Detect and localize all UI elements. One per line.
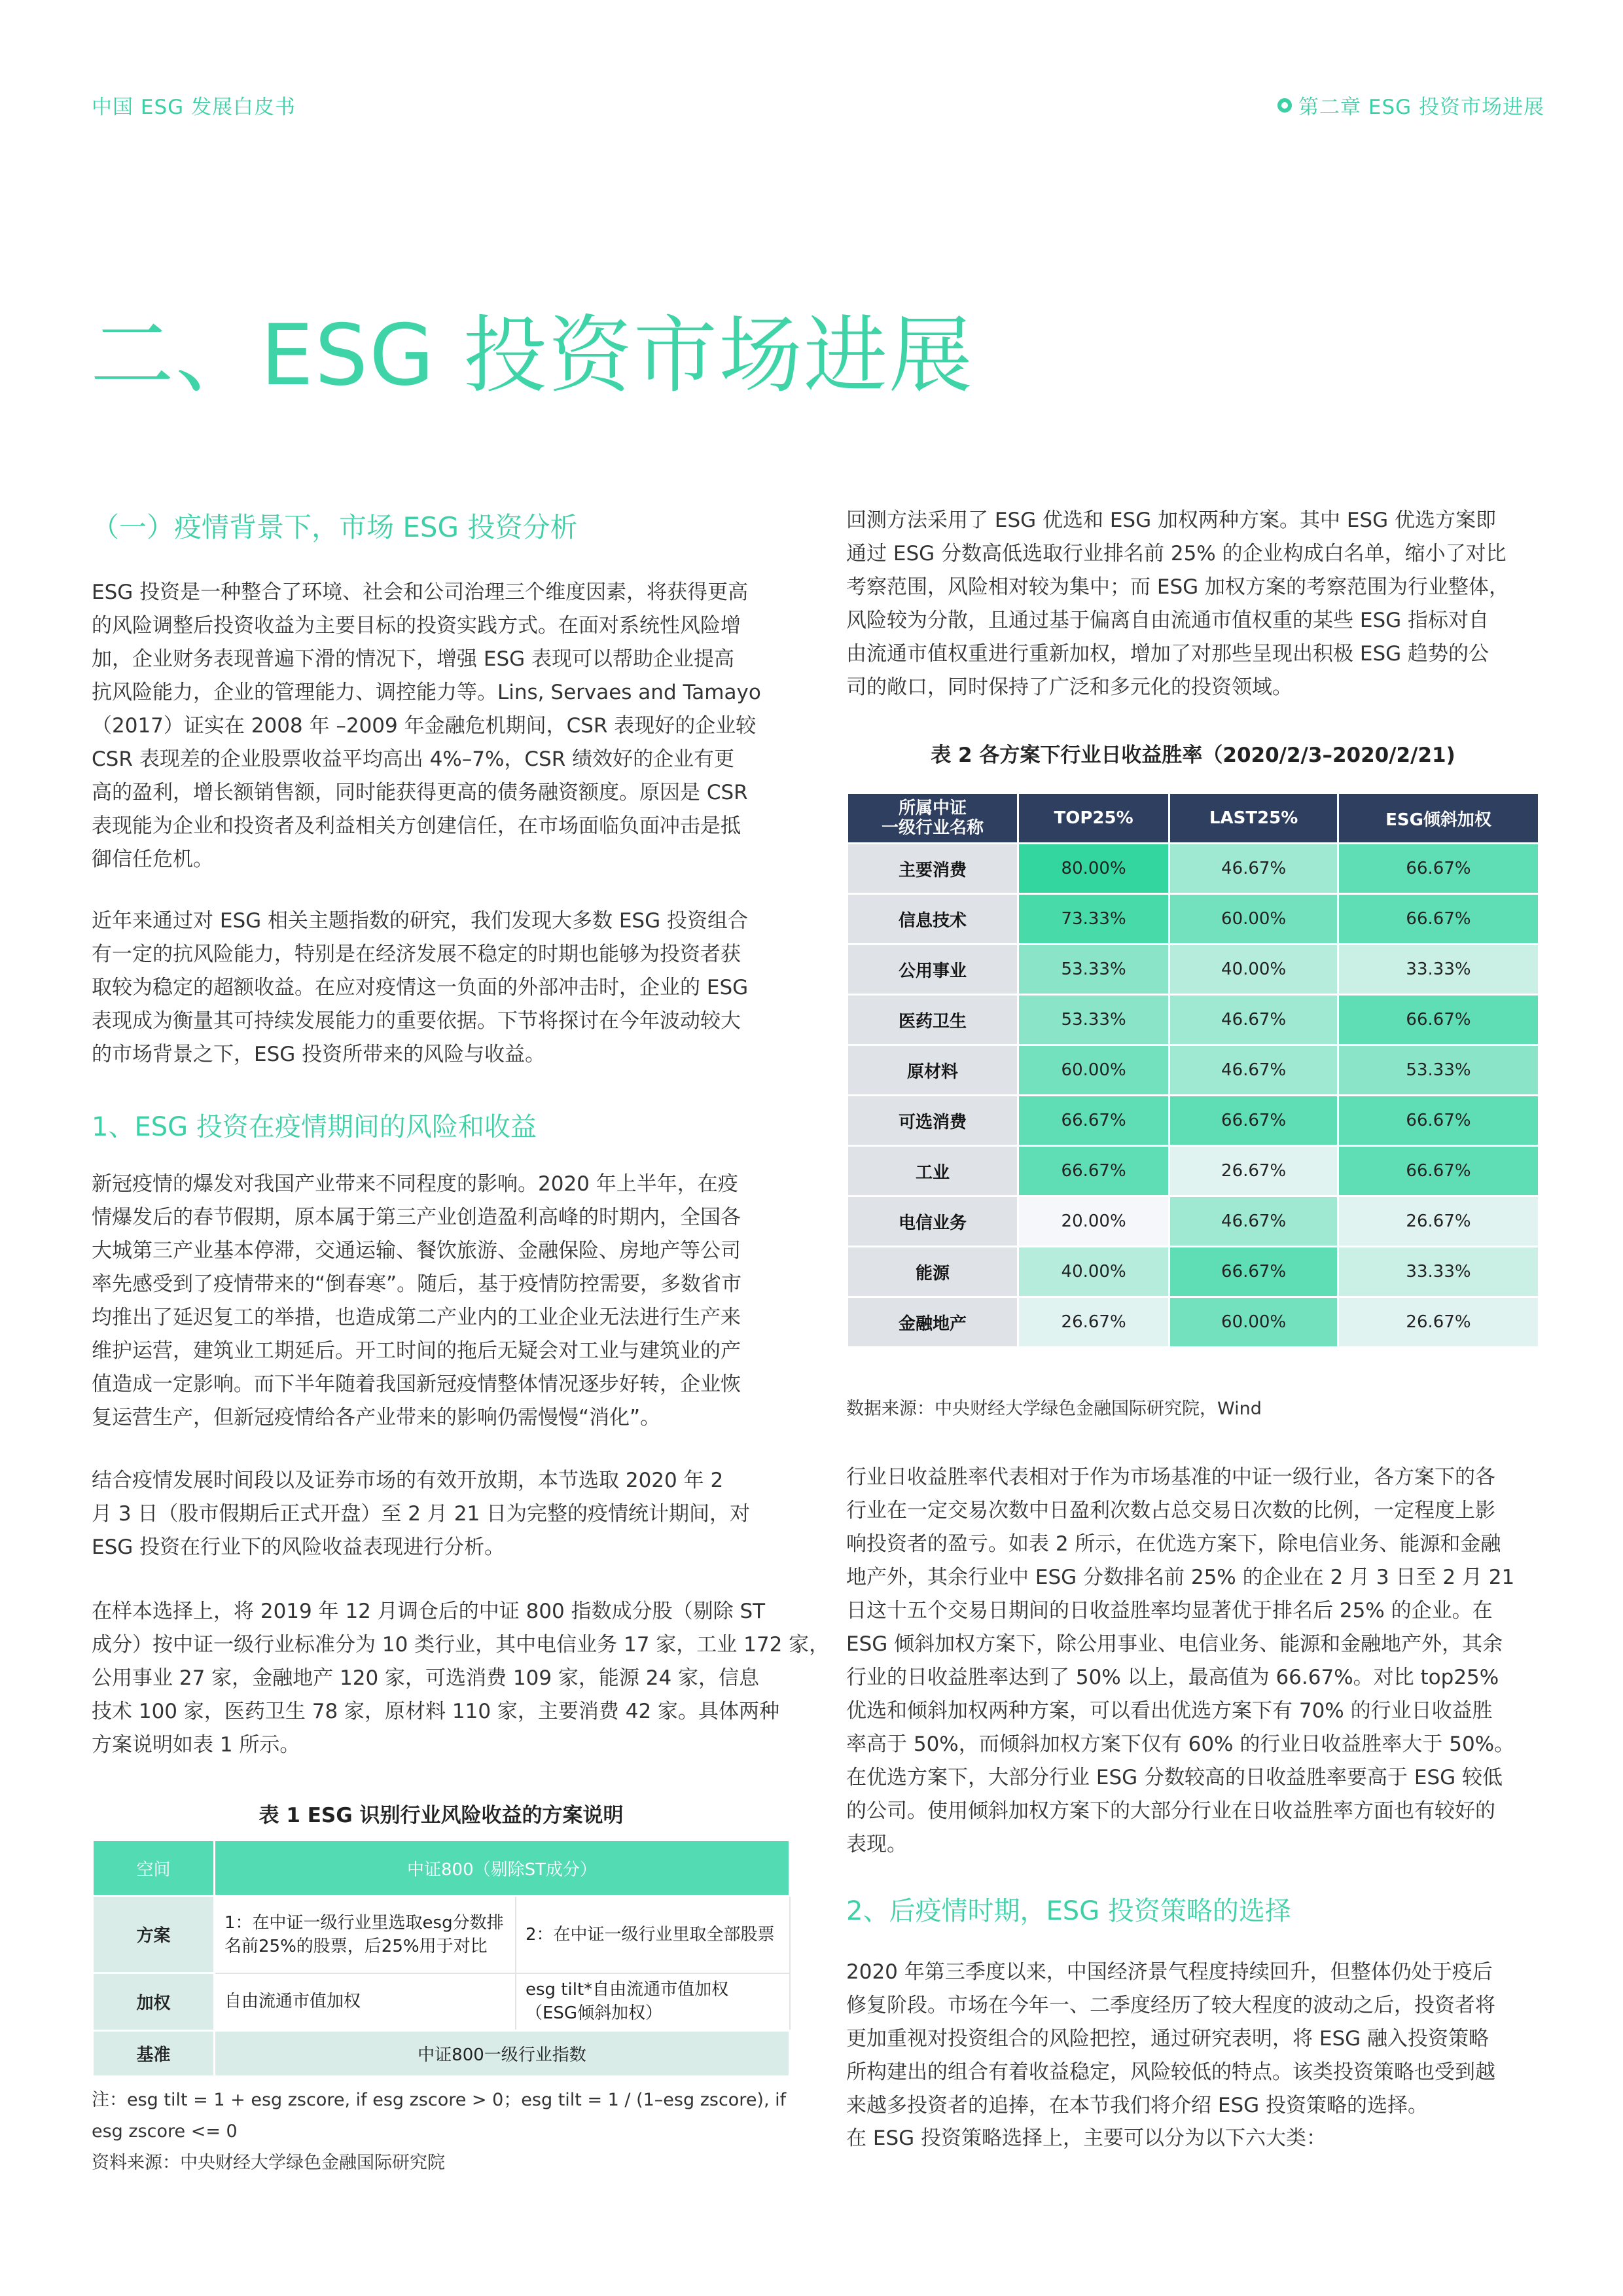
table2-value-cell: 26.67% [1169, 1146, 1338, 1196]
table2-value-cell: 66.67% [1338, 1146, 1539, 1196]
table2-row [847, 1297, 1539, 1348]
table1-base-value: 中证800一级行业指数 [215, 2031, 790, 2077]
text-line: 2020 年第三季度以来，中国经济景气程度持续回升，但整体仍处于疫后 [846, 1960, 1493, 1984]
text-line: 方案说明如表 1 所示。 [92, 1733, 300, 1757]
subsection-heading-1: 1、ESG 投资在疫情期间的风险和收益 [92, 1112, 537, 1142]
text-line: 所构建出的组合有着收益稳定，风险较低的特点。该类投资策略也受到越 [846, 2060, 1495, 2084]
text-line: 行业在一定交易次数中日盈利次数占总交易日次数的比例，一定程度上影 [846, 1499, 1495, 1522]
text-line: 近年来通过对 ESG 相关主题指数的研究，我们发现大多数 ESG 投资组合 [92, 909, 748, 933]
table2-value-cell: 66.67% [1338, 894, 1539, 944]
table1-caption: 表 1 ESG 识别行业风险收益的方案说明 [259, 1804, 624, 1827]
text-line: 新冠疫情的爆发对我国产业带来不同程度的影响。2020 年上半年，在疫 [92, 1172, 738, 1196]
text-line: 通过 ESG 分数高低选取行业排名前 25% 的企业构成白名单，缩小了对比 [846, 542, 1507, 565]
table1-cell: esg tilt*自由流通市值加权（ESG倾斜加权） [516, 1973, 790, 2031]
table1-cell: 自由流通市值加权 [215, 1973, 516, 2031]
table2-value-cell: 40.00% [1018, 1247, 1169, 1297]
right-paragraph-1 [846, 504, 1509, 704]
text-line: 在样本选择上，将 2019 年 12 月调仓后的中证 800 指数成分股（剔除 ST [92, 1600, 766, 1623]
table2-value-cell: 60.00% [1169, 894, 1338, 944]
table2-row [847, 1045, 1539, 1096]
table2-industry-name: 主要消费 [847, 844, 1018, 894]
table1-row-label: 加权 [93, 1973, 215, 2031]
subsection-heading-2: 2、后疫情时期，ESG 投资策略的选择 [846, 1896, 1291, 1926]
text-line: 的风险调整后投资收益为主要目标的投资实践方式。在面对系统性风险增 [92, 614, 741, 637]
table2-value-cell: 46.67% [1169, 844, 1338, 894]
text-line: 均推出了延迟复工的举措，也造成第二产业内的工业企业无法进行生产来 [92, 1306, 741, 1329]
table2-industry-name: 原材料 [847, 1045, 1018, 1096]
table2-value-cell: 66.67% [1338, 995, 1539, 1045]
table2-header-industry [847, 793, 1018, 844]
left-paragraph-4 [92, 1464, 750, 1564]
text-line: 在优选方案下，大部分行业 ESG 分数较高的日收益胜率要高于 ESG 较低 [846, 1766, 1503, 1789]
table2-value-cell: 46.67% [1169, 1045, 1338, 1096]
chapter-ring-icon [1277, 98, 1292, 113]
table2-value-cell: 26.67% [1018, 1297, 1169, 1348]
left-paragraph-2 [92, 905, 748, 1071]
table1 [92, 1839, 791, 2077]
text-line: 维护运营，建筑业工期延后。开工时间的拖后无疑会对工业与建筑业的产 [92, 1339, 741, 1363]
text-line: 回测方法采用了 ESG 优选和 ESG 加权两种方案。其中 ESG 优选方案即 [846, 509, 1496, 532]
page-title: 二、ESG 投资市场进展 [90, 307, 974, 404]
table2-value-cell: 46.67% [1169, 995, 1338, 1045]
table2-industry-name: 电信业务 [847, 1196, 1018, 1247]
table2-body [847, 844, 1539, 1348]
table2-value-cell: 66.67% [1338, 1096, 1539, 1146]
text-line: 取较为稳定的超额收益。在应对疫情这一负面的外部冲击时，企业的 ESG [92, 976, 749, 999]
text-line: 有一定的抗风险能力，特别是在经济发展不稳定的时期也能够为投资者获 [92, 942, 741, 966]
table2-row [847, 995, 1539, 1045]
table2-value-cell: 66.67% [1169, 1247, 1338, 1297]
text-line: 抗风险能力，企业的管理能力、调控能力等。Lins, Servaes and Tamayo [92, 681, 761, 704]
text-line: 复运营生产，但新冠疫情给各产业带来的影响仍需慢慢“消化”。 [92, 1406, 661, 1429]
table2-value-cell: 53.33% [1338, 1045, 1539, 1096]
table2-value-cell: 80.00% [1018, 844, 1169, 894]
text-line: 日这十五个交易日期间的日收益胜率均显著优于排名后 25% 的企业。在 [846, 1599, 1493, 1623]
text-line: 表现。 [846, 1833, 907, 1856]
text-line: 来越多投资者的追捧，在本节我们将介绍 ESG 投资策略的选择。 [846, 2094, 1428, 2117]
header-chapter-label: 第二章 ESG 投资市场进展 [1298, 96, 1544, 119]
text-line: 的公司。使用倾斜加权方案下的大部分行业在日收益胜率方面也有较好的 [846, 1799, 1495, 1823]
table1-cell: 2：在中证一级行业里取全部股票 [516, 1896, 790, 1973]
text-line: ESG 投资在行业下的风险收益表现进行分析。 [92, 1535, 505, 1559]
left-paragraph-1 [92, 576, 761, 876]
table2-value-cell: 53.33% [1018, 944, 1169, 995]
table2-value-cell: 60.00% [1018, 1045, 1169, 1096]
text-line: 率高于 50%，而倾斜加权方案下仅有 60% 的行业日收益胜率大于 50%。 [846, 1732, 1515, 1756]
table2-row [847, 1096, 1539, 1146]
table2-industry-name: 金融地产 [847, 1297, 1018, 1348]
table2-row [847, 1196, 1539, 1247]
table2 [846, 792, 1540, 1348]
table2-row [847, 1146, 1539, 1196]
table2-value-cell: 26.67% [1338, 1196, 1539, 1247]
text-line: 优选和倾斜加权两种方案，可以看出优选方案下有 70% 的行业日收益胜 [846, 1699, 1493, 1723]
table2-row [847, 1247, 1539, 1297]
table2-value-cell: 33.33% [1338, 944, 1539, 995]
header-doc-title: 中国 ESG 发展白皮书 [92, 96, 296, 119]
table2-row [847, 844, 1539, 894]
table2-value-cell: 60.00% [1169, 1297, 1338, 1348]
table2-value-cell: 46.67% [1169, 1196, 1338, 1247]
text-line: 高的盈利，增长额销售额，同时能获得更高的债务融资额度。原因是 CSR [92, 781, 748, 804]
text-line: 考察范围，风险相对较为集中；而 ESG 加权方案的考察范围为行业整体， [846, 575, 1509, 599]
table1-header-universe: 中证800（剔除ST成分） [215, 1840, 790, 1896]
text-line: 御信任危机。 [92, 848, 213, 871]
text-line: 地产外，其余行业中 ESG 分数排名前 25% 的企业在 2 月 3 日至 2 月 21 [846, 1566, 1515, 1589]
table1-note-line-1: 注：esg tilt = 1 + esg zscore, if esg zscore > 0；esg tilt = 1 / (1–esg zscore), if [92, 2090, 787, 2110]
table2-value-cell: 66.67% [1018, 1146, 1169, 1196]
text-line: 行业的日收益胜率达到了 50% 以上，最高值为 66.67%。对比 top25% [846, 1666, 1499, 1689]
text-line: 更加重视对投资组合的风险把控，通过研究表明，将 ESG 融入投资策略 [846, 2027, 1489, 2051]
text-line: 结合疫情发展时间段以及证券市场的有效开放期，本节选取 2020 年 2 [92, 1469, 724, 1492]
table1-notes [92, 2085, 786, 2179]
text-line: 风险较为分散，且通过基于偏离自由流通市值权重的某些 ESG 指标对自 [846, 609, 1489, 632]
text-line: 技术 100 家，医药卫生 78 家，原材料 110 家，主要消费 42 家。具体两种 [92, 1700, 780, 1723]
table2-value-cell: 66.67% [1169, 1096, 1338, 1146]
table2-industry-name: 医药卫生 [847, 995, 1018, 1045]
left-paragraph-3 [92, 1168, 741, 1435]
text-line: （2017）证实在 2008 年 –2009 年金融危机期间，CSR 表现好的企业较 [92, 714, 757, 738]
text-line: 表现能为企业和投资者及利益相关方创建信任，在市场面临负面冲击是抵 [92, 814, 741, 838]
section-heading: （一）疫情背景下，市场 ESG 投资分析 [92, 511, 578, 543]
table2-row [847, 944, 1539, 995]
text-line: 情爆发后的春节假期，原本属于第三产业创造盈利高峰的时期内，全国各 [92, 1206, 741, 1229]
table2-header-esg-tilt: ESG倾斜加权 [1338, 793, 1539, 844]
table2-value-cell: 53.33% [1018, 995, 1169, 1045]
table2-value-cell: 26.67% [1338, 1297, 1539, 1348]
table2-value-cell: 33.33% [1338, 1247, 1539, 1297]
text-line: 大城第三产业基本停滞，交通运输、餐饮旅游、金融保险、房地产等公司 [92, 1239, 741, 1263]
text-line: ESG 倾斜加权方案下，除公用事业、电信业务、能源和金融地产外，其余 [846, 1632, 1503, 1656]
text-line: 成分）按中证一级行业标准分为 10 类行业，其中电信业务 17 家，工业 172 家， [92, 1633, 830, 1657]
text-line: 的市场背景之下，ESG 投资所带来的风险与收益。 [92, 1043, 546, 1066]
table2-row [847, 894, 1539, 944]
table1-note-line-2: esg zscore <= 0 [92, 2121, 238, 2142]
left-paragraph-5 [92, 1595, 829, 1762]
table2-industry-name: 可选消费 [847, 1096, 1018, 1146]
table2-header-industry-line1: 所属中证 [898, 798, 967, 818]
text-line: 表现成为衡量其可持续发展能力的重要依据。下节将探讨在今年波动较大 [92, 1009, 741, 1033]
table2-value-cell: 66.67% [1338, 844, 1539, 894]
text-line: CSR 表现差的企业股票收益平均高出 4%–7%，CSR 绩效好的企业有更 [92, 747, 735, 771]
header-chapter [1277, 90, 1544, 120]
text-line: 由流通市值权重进行重新加权，增加了对那些呈现出积极 ESG 趋势的公 [846, 642, 1489, 666]
table2-industry-name: 能源 [847, 1247, 1018, 1297]
table2-value-cell: 20.00% [1018, 1196, 1169, 1247]
table2-header-top25: TOP25% [1018, 793, 1169, 844]
text-line: 行业日收益胜率代表相对于作为市场基准的中证一级行业，各方案下的各 [846, 1465, 1495, 1489]
table1-source: 资料来源：中央财经大学绿色金融国际研究院 [92, 2153, 445, 2173]
table1-cell: 1：在中证一级行业里选取esg分数排名前25%的股票，后25%用于对比 [215, 1896, 516, 1973]
text-line: 修复阶段。市场在今年一、二季度经历了较大程度的波动之后，投资者将 [846, 1994, 1495, 2017]
text-line: 率先感受到了疫情带来的“倒春寒”。随后，基于疫情防控需要，多数省市 [92, 1272, 742, 1296]
table2-header-last25: LAST25% [1169, 793, 1338, 844]
text-line: 值造成一定影响。而下半年随着我国新冠疫情整体情况逐步好转，企业恢 [92, 1372, 741, 1396]
table2-industry-name: 工业 [847, 1146, 1018, 1196]
table2-value-cell: 66.67% [1018, 1096, 1169, 1146]
table2-source: 数据来源：中央财经大学绿色金融国际研究院，Wind [846, 1399, 1262, 1419]
table2-value-cell: 40.00% [1169, 944, 1338, 995]
text-line: 公用事业 27 家，金融地产 120 家，可选消费 109 家，能源 24 家，信息 [92, 1666, 760, 1690]
table2-value-cell: 73.33% [1018, 894, 1169, 944]
right-paragraph-4: 在 ESG 投资策略选择上，主要可以分为以下六大类： [846, 2126, 1327, 2150]
table2-industry-name: 公用事业 [847, 944, 1018, 995]
table1-row-label: 基准 [93, 2031, 215, 2077]
right-paragraph-2 [846, 1461, 1514, 1861]
text-line: 加，企业财务表现普遍下滑的情况下，增强 ESG 表现可以帮助企业提高 [92, 647, 734, 671]
table1-row-label: 方案 [93, 1896, 215, 1973]
right-paragraph-3 [846, 1956, 1495, 2123]
text-line: 月 3 日（股市假期后正式开盘）至 2 月 21 日为完整的疫情统计期间，对 [92, 1502, 751, 1526]
text-line: ESG 投资是一种整合了环境、社会和公司治理三个维度因素，将获得更高 [92, 581, 749, 604]
text-line: 响投资者的盈亏。如表 2 所示，在优选方案下，除电信业务、能源和金融 [846, 1532, 1501, 1556]
table2-industry-name: 信息技术 [847, 894, 1018, 944]
table2-header-industry-line2: 一级行业名称 [881, 818, 984, 838]
text-line: 司的敞口，同时保持了广泛和多元化的投资领域。 [846, 675, 1293, 699]
table1-header-space: 空间 [93, 1840, 215, 1896]
table2-caption: 表 2 各方案下行业日收益胜率（2020/2/3–2020/2/21) [931, 744, 1455, 767]
